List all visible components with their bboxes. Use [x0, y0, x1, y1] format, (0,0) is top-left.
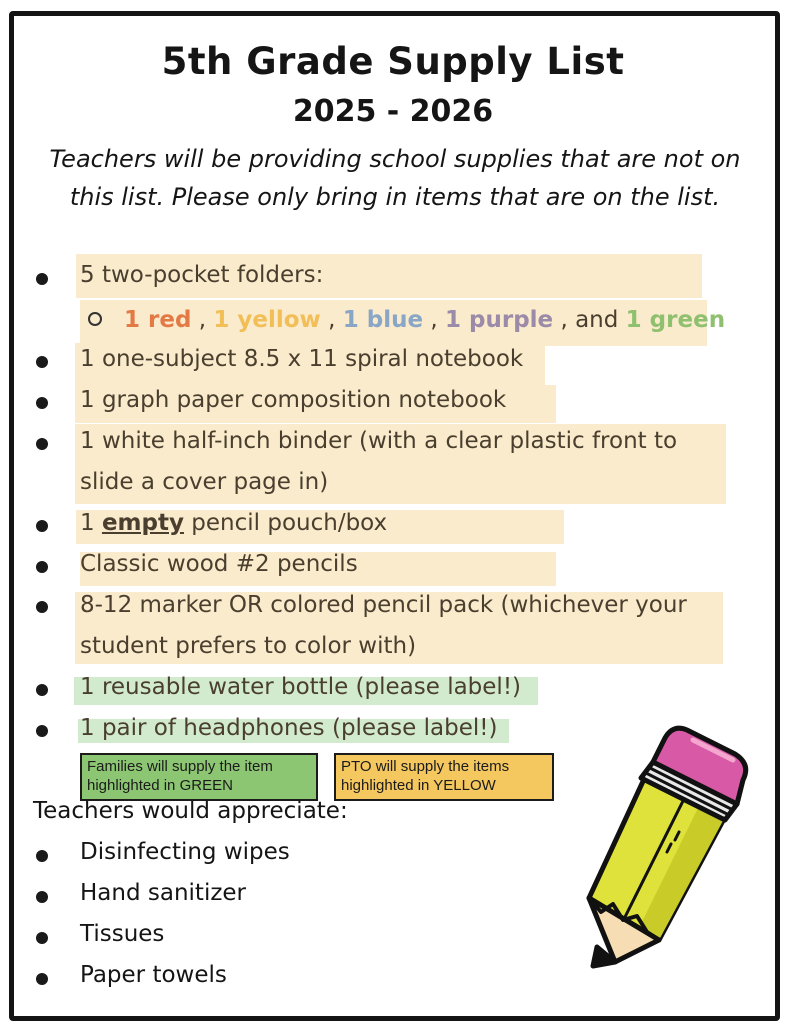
bullet: [36, 725, 48, 737]
bullet: [36, 438, 48, 450]
supply-item-pouch: [80, 510, 387, 536]
supply-item-water-bottle: 1 reusable water bottle (please label!): [80, 674, 522, 700]
bullet: [36, 973, 48, 985]
bullet: [36, 397, 48, 409]
bullet: [36, 273, 48, 285]
pouch-qty: 1: [80, 510, 95, 536]
supply-item-spiral: 1 one-subject 8.5 x 11 spiral notebook: [80, 346, 524, 372]
pencil-icon: [575, 722, 755, 972]
intro-note-line2: this list. Please only bring in items that are on the list.: [69, 183, 721, 211]
supply-item-markers-line2: student prefers to color with): [80, 633, 417, 659]
sub-bullet-icon: [88, 312, 102, 326]
supply-item-pencils: Classic wood #2 pencils: [80, 551, 358, 577]
pouch-empty: empty: [101, 510, 184, 536]
folder-red: 1 red: [124, 307, 192, 333]
appreciate-item: Tissues: [80, 921, 165, 947]
supply-item-markers-line1: 8-12 marker OR colored pencil pack (whichever your: [80, 592, 687, 618]
supply-item-binder-line1: 1 white half-inch binder (with a clear plastic front to: [80, 428, 678, 454]
folder-blue: 1 blue: [342, 307, 424, 333]
bullet: [36, 356, 48, 368]
folder-yellow: 1 yellow: [213, 307, 321, 333]
appreciate-heading: Teachers would appreciate:: [33, 798, 348, 824]
page-title: 5th Grade Supply List: [161, 40, 625, 83]
pouch-text: pencil pouch/box: [191, 510, 388, 536]
legend-yellow: [334, 753, 554, 801]
supply-item-binder-line2: slide a cover page in): [80, 469, 329, 495]
intro-note-line1: Teachers will be providing school supplies that are not on: [49, 145, 741, 173]
school-year: 2025 - 2026: [292, 94, 494, 129]
appreciate-item: Disinfecting wipes: [80, 839, 290, 865]
supply-item-folders: 5 two-pocket folders:: [80, 262, 324, 288]
legend-green: [80, 753, 318, 801]
bullet: [36, 520, 48, 532]
bullet: [36, 684, 48, 696]
folder-colors: 1 red , 1 yellow , 1 blue , 1 purple , and 1 green: [88, 307, 725, 333]
supply-item-headphones: 1 pair of headphones (please label!): [80, 715, 498, 741]
appreciate-item: Paper towels: [80, 962, 227, 988]
legend-yellow-line2: highlighted in YELLOW: [341, 777, 496, 794]
folder-purple: 1 purple: [445, 307, 554, 333]
legend-green-line1: Families will supply the item: [87, 758, 273, 775]
bullet: [36, 601, 48, 613]
appreciate-item: Hand sanitizer: [80, 880, 247, 906]
legend-yellow-line1: PTO will supply the items: [341, 758, 510, 775]
supply-item-graph: 1 graph paper composition notebook: [80, 387, 507, 413]
intro-note: [40, 140, 750, 216]
bullet: [36, 891, 48, 903]
folder-green: 1 green: [625, 307, 726, 333]
legend-green-line2: highlighted in GREEN: [87, 777, 233, 794]
bullet: [36, 561, 48, 573]
bullet: [36, 850, 48, 862]
bullet: [36, 932, 48, 944]
folder-and: and: [575, 307, 619, 333]
